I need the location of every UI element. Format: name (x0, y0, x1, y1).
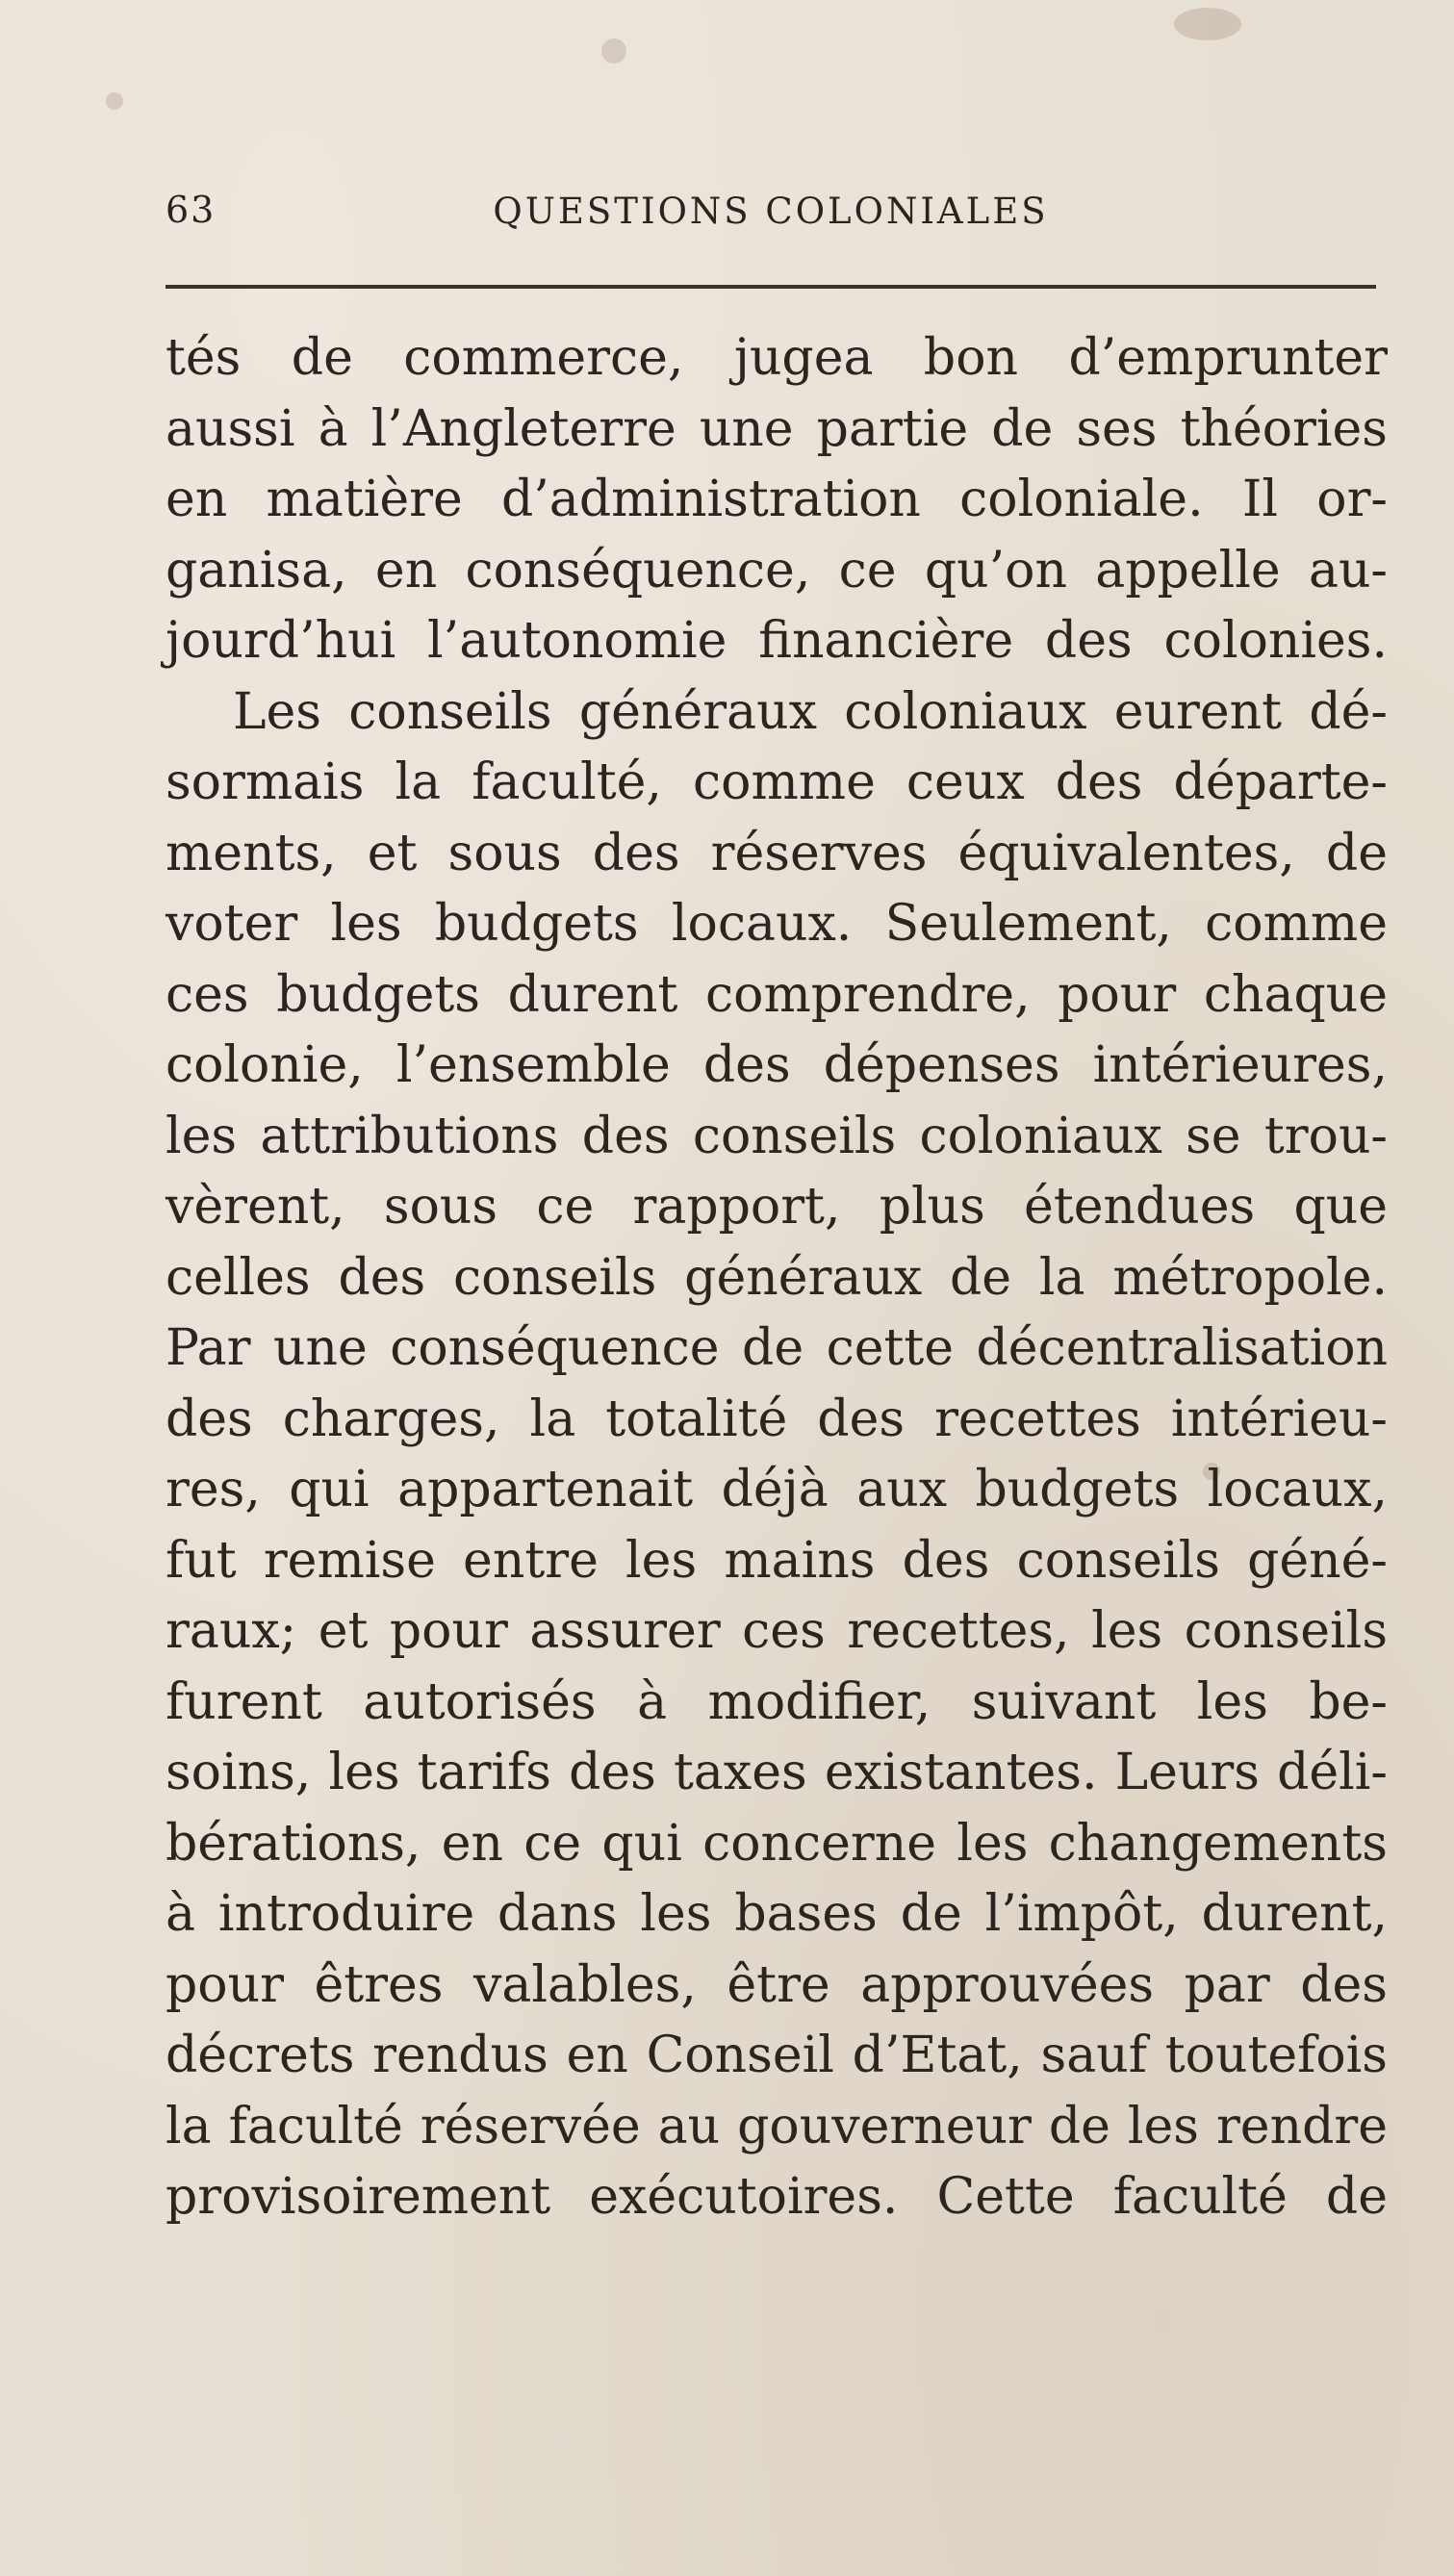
text-line: ces budgets durent comprendre, pour chaque (166, 965, 1388, 1024)
text-line: pour êtres valables, être approuvées par des (166, 1955, 1388, 2014)
text-line: décrets rendus en Conseil d’Etat, sauf toutefois (166, 2027, 1388, 2084)
text-line: jourd’hui l’autonomie financière des colonies. (166, 612, 1388, 670)
text-line: provisoirement exécutoires. Cette faculté de (166, 2168, 1388, 2226)
text-line: la faculté réservée au gouverneur de les rendre (166, 2097, 1388, 2155)
text-line: ganisa, en conséquence, ce qu’on appelle au- (166, 541, 1388, 599)
text-line: soins, les tarifs des taxes existantes. Leurs déli- (166, 1744, 1388, 1801)
text-line: aussi à l’Angleterre une partie de ses théories (166, 399, 1388, 458)
text-line: bérations, en ce qui concerne les changements (166, 1814, 1388, 1873)
text-line: Par une conséquence de cette décentralisation (166, 1319, 1388, 1377)
text-line: res, qui appartenait déjà aux budgets locaux, (166, 1461, 1388, 1518)
text-line: voter les budgets locaux. Seulement, comme (166, 895, 1388, 953)
text-line: sormais la faculté, comme ceux des départe- (166, 753, 1388, 811)
text-line: fut remise entre les mains des conseils géné- (166, 1531, 1388, 1590)
paper-stain (601, 38, 626, 64)
text-line: en matière d’administration coloniale. Il or- (166, 471, 1388, 528)
text-line: raux; et pour assurer ces recettes, les conseils (166, 1602, 1388, 1660)
text-line: colonie, l’ensemble des dépenses intérieures, (166, 1036, 1388, 1094)
paper-stain (1174, 8, 1241, 40)
text-line: à introduire dans les bases de l’impôt, durent, (166, 1885, 1388, 1943)
page-header (166, 183, 1376, 241)
text-line: furent autorisés à modifier, suivant les be- (166, 1672, 1388, 1731)
text-line: des charges, la totalité des recettes intérieu- (166, 1390, 1388, 1448)
text-line: tés de commerce, jugea bon d’emprunter (166, 329, 1388, 387)
text-line: vèrent, sous ce rapport, plus étendues que (166, 1178, 1388, 1236)
body-text (166, 323, 1388, 2233)
text-line: celles des conseils généraux de la métropole. (166, 1248, 1388, 1307)
text-line: Les conseils généraux coloniaux eurent dé- (233, 682, 1388, 741)
paper-stain (106, 92, 123, 110)
running-title: QUESTIONS COLONIALES (493, 191, 1049, 232)
text-line: les attributions des conseils coloniaux se trou- (166, 1107, 1388, 1165)
text-line: ments, et sous des réserves équivalentes, de (166, 824, 1388, 882)
header-rule (166, 285, 1376, 289)
page-number: 63 (166, 189, 217, 231)
